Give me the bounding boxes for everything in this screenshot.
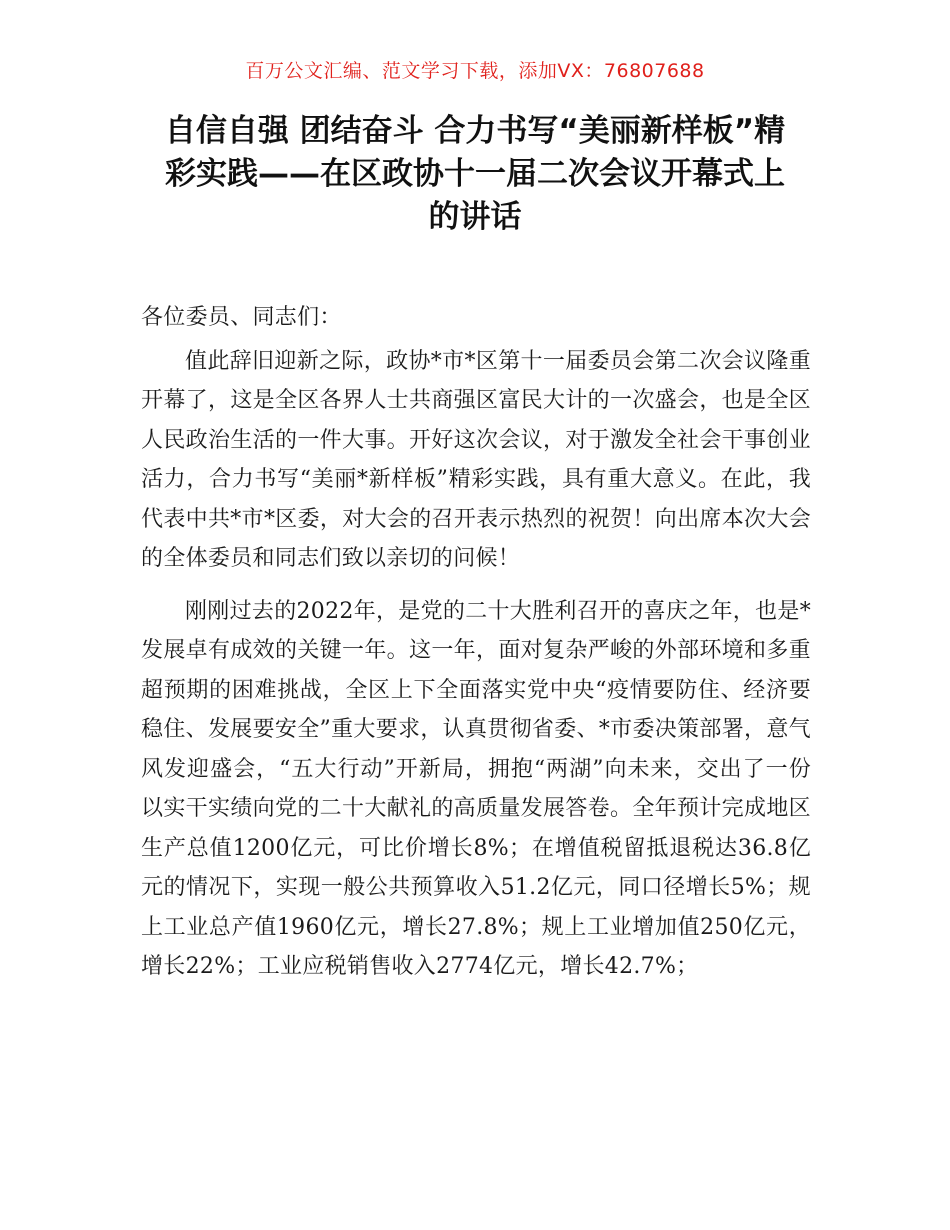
paragraph-1: 值此辞旧迎新之际，政协*市*区第十一届委员会第二次会议隆重开幕了，这是全区各界人士共商强区富民大计的一次盛会，也是全区人民政治生活的一件大事。开好这次会议，对于激发全社会干事创业活力，合力书写“美丽*新样板”精彩实践，具有重大意义。在此，我代表中共*市*区委，对大会的召开表示热烈的祝贺！向出席本次大会的全体委员和同志们致以亲切的问候！ <box>141 348 811 571</box>
paragraph-2: 刚刚过去的2022年，是党的二十大胜利召开的喜庆之年，也是*发展卓有成效的关键一年。这一年，面对复杂严峻的外部环境和多重超预期的困难挑战，全区上下全面落实党中央“疫情要防住、经济要稳住、发展要安全”重大要求，认真贯彻省委、*市委决策部署，意气风发迎盛会，“五大行动”开新局，拥抱“两湖”向未来，交出了一份以实干实绩向党的二十大献礼的高质量发展答卷。全年预计完成地区生产总值1200亿元，可比价增长8%；在增值税留抵退税达36.8亿元的情况下，实现一般公共预算收入51.2亿元，同口径增长5%；规上工业总产值1960亿元，增长27.8%；规上工业增加值250亿元，增长22%；工业应税销售收入2774亿元，增长42.7%； <box>141 598 811 979</box>
document-title: 自信自强 团结奋斗 合力书写“美丽新样板”精彩实践——在区政协十一届二次会议开幕式上的讲话 <box>164 113 786 235</box>
document-body <box>141 298 811 1000</box>
watermark-header: 百万公文汇编、范文学习下载，添加VX：76807688 <box>245 60 705 82</box>
salutation: 各位委员、同志们： <box>141 305 342 330</box>
